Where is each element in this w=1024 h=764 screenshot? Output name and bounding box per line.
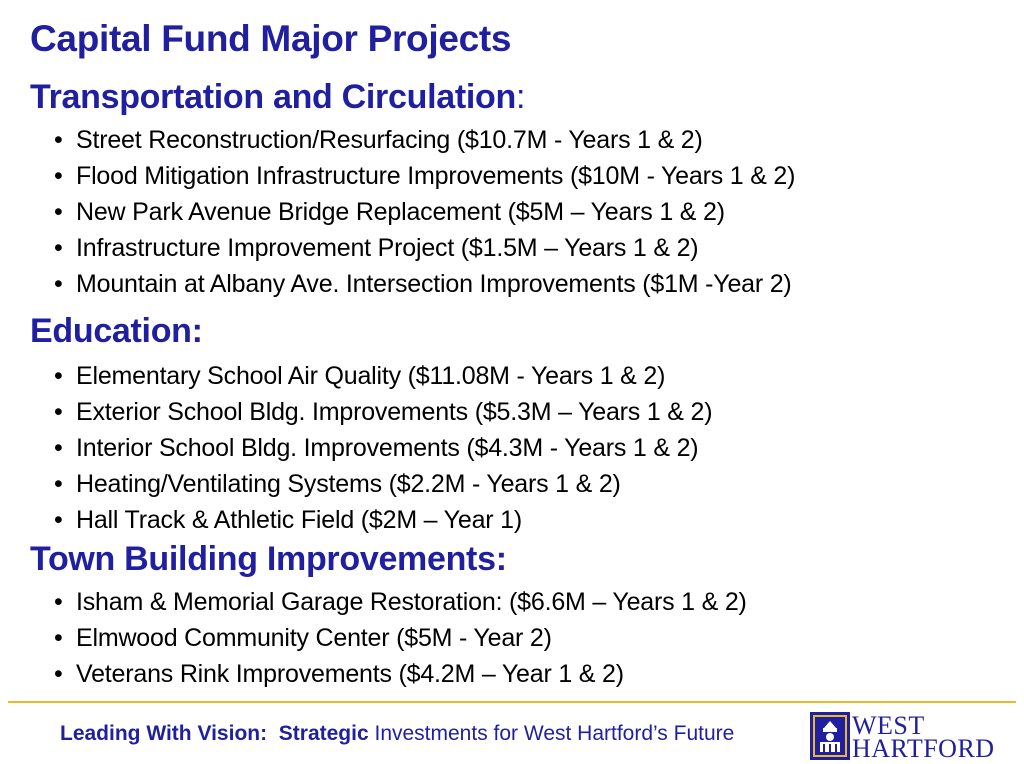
- list-item: • Heating/Ventilating Systems ($2.2M - Years 1 & 2): [52, 466, 712, 502]
- section-heading-colon: :: [515, 78, 526, 116]
- list-item: • Isham & Memorial Garage Restoration: ($6.6M – Years 1 & 2): [52, 584, 747, 620]
- town-buildings-list: [52, 584, 747, 692]
- list-item: • Mountain at Albany Ave. Intersection Improvements ($1M -Year 2): [52, 266, 795, 302]
- list-item: • Veterans Rink Improvements ($4.2M – Year 1 & 2): [52, 656, 747, 692]
- list-item: • Interior School Bldg. Improvements ($4.3M - Years 1 & 2): [52, 430, 712, 466]
- section-heading-transportation: [30, 78, 525, 117]
- list-item: • Exterior School Bldg. Improvements ($5.3M – Years 1 & 2): [52, 394, 712, 430]
- list-item: • Infrastructure Improvement Project ($1.5M – Years 1 & 2): [52, 230, 795, 266]
- list-item: • New Park Avenue Bridge Replacement ($5M – Years 1 & 2): [52, 194, 795, 230]
- town-hall-seal-icon: [810, 712, 850, 760]
- list-item: • Hall Track & Athletic Field ($2M – Year 1): [52, 502, 712, 538]
- logo-text-line1: WEST: [852, 711, 925, 740]
- footer-divider: [8, 701, 1016, 703]
- list-item: • Flood Mitigation Infrastructure Improvements ($10M - Years 1 & 2): [52, 158, 795, 194]
- section-heading-text: Transportation and Circulation: [30, 78, 516, 116]
- page-title: Capital Fund Major Projects: [30, 18, 512, 59]
- section-heading-education: Education:: [30, 312, 203, 350]
- list-item: • Street Reconstruction/Resurfacing ($10.7M - Years 1 & 2): [52, 122, 795, 158]
- west-hartford-logo: [810, 711, 995, 763]
- education-list: [52, 358, 712, 538]
- list-item: • Elementary School Air Quality ($11.08M - Years 1 & 2): [52, 358, 712, 394]
- footer-tagline-strategic: Strategic: [278, 722, 369, 745]
- footer-tagline-bold: Leading With Vision:: [60, 722, 268, 745]
- logo-text-line2: HARTFORD: [852, 734, 995, 763]
- footer-tagline-rest: Investments for West Hartford’s Future: [374, 722, 735, 745]
- section-heading-town-buildings: Town Building Improvements:: [30, 540, 507, 578]
- list-item: • Elmwood Community Center ($5M - Year 2): [52, 620, 747, 656]
- footer-tagline: [60, 722, 734, 746]
- transportation-list: [52, 122, 795, 302]
